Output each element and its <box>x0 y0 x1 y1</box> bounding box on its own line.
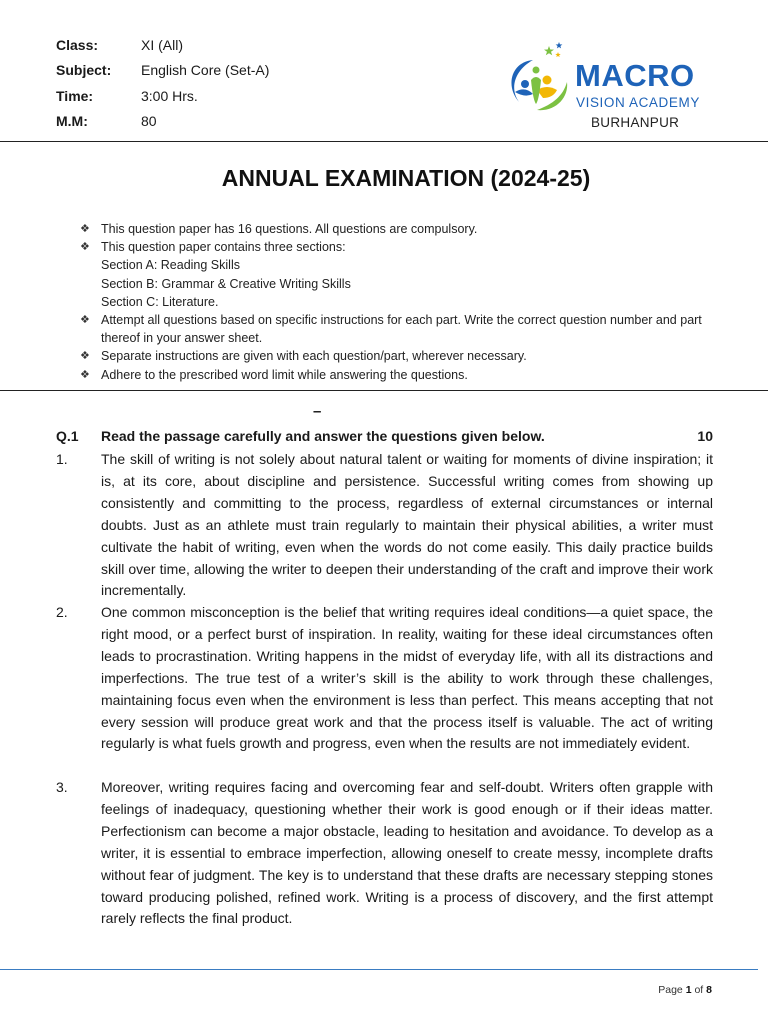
passage-paragraph <box>56 602 713 755</box>
passage-paragraph <box>56 449 713 602</box>
instruction-item <box>80 238 720 256</box>
page-word: Page <box>658 984 683 996</box>
question-number: Q.1 <box>56 428 79 444</box>
footer-divider <box>0 969 758 970</box>
logo-city: BURHANPUR <box>591 115 680 130</box>
meta-value: 3:00 Hrs. <box>141 87 198 104</box>
meta-value: 80 <box>141 113 157 130</box>
section-a-line: Section A: Reading Skills <box>101 258 240 273</box>
instruction-item <box>80 311 720 347</box>
diamond-bullet-icon: ❖ <box>80 223 90 235</box>
instruction-text: Attempt all questions based on specific instructions for each part. Write the correct question number and part thereof in your answer sheet. <box>101 313 702 346</box>
paragraph-number: 2. <box>56 604 68 620</box>
meta-max-marks <box>56 109 269 135</box>
meta-label: Subject: <box>56 62 112 79</box>
instruction-text: Separate instructions are given with each question/part, wherever necessary. <box>101 349 527 364</box>
academy-logo <box>503 40 708 132</box>
meta-class <box>56 32 269 58</box>
logo-subtitle: VISION ACADEMY <box>576 95 700 110</box>
section-dash: – <box>313 403 322 420</box>
instruction-item <box>80 347 720 365</box>
instruction-item <box>80 366 720 384</box>
question-prompt: Read the passage carefully and answer the questions given below. <box>101 428 545 444</box>
logo-brand-text: MACRO <box>575 58 695 93</box>
paragraph-text: The skill of writing is not solely about natural talent or waiting for moments of divine inspiration; it is, at its core, about discipline and persistence. Successful writing comes from showing up consistently and committing to the process, regardless of external circumstances or internal doubts. Just as an athlete must train regularly to maintain their physical abilities, a writer must cultivate the habit of writing, even when the words do not come easily. This daily practice builds skill over time, allowing the writer to deepen their understanding of the craft and improve their work incrementally. <box>101 451 713 599</box>
diamond-bullet-icon: ❖ <box>80 350 90 363</box>
general-instructions <box>80 220 720 384</box>
page-total: 8 <box>706 984 712 996</box>
diamond-bullet-icon: ❖ <box>80 368 90 381</box>
exam-meta <box>56 32 269 134</box>
page-current: 1 <box>685 984 692 996</box>
diamond-bullet-icon: ❖ <box>80 241 90 254</box>
academy-emblem-icon <box>503 40 571 118</box>
instruction-text: This question paper has 16 questions. All questions are compulsory. <box>101 222 478 236</box>
instruction-item <box>80 220 720 238</box>
paragraph-text: One common misconception is the belief that writing requires ideal conditions—a quiet space, the right mood, or a perfect burst of inspiration. In reality, waiting for these ideal circumstances often leads to procrastination. Writing happens in the midst of everyday life, with all its distractions and imperfections. The true test of a writer’s skill is the ability to work through these challenges, maintaining focus even when the environment is less than perfect. This means accepting that not every session will produce great work and that the process itself is valuable. The act of writing regularly is what fuels growth and progress, even when the results are not immediately evident. <box>101 604 713 752</box>
instruction-text: Adhere to the prescribed word limit while answering the questions. <box>101 367 468 382</box>
section-b-line: Section B: Grammar & Creative Writing Skills <box>101 276 351 291</box>
page-number <box>658 984 712 996</box>
of-word: of <box>694 984 704 996</box>
section-c-line: Section C: Literature. <box>101 294 219 309</box>
meta-label: M.M: <box>56 113 88 130</box>
paragraph-text: Moreover, writing requires facing and overcoming fear and self-doubt. Writers often grapple with feelings of inadequacy, questioning whether their work is good enough or if their ideas matter. Perfectionism can become a major obstacle, leading to hesitation and avoidance. To develop as a writer, it is essential to embrace imperfection, allowing oneself to create messy, incomplete drafts without fear of judgment. The key is to understand that these drafts are necessary stepping stones toward producing polished, refined work. Writing is a process of discovery, and the first attempt rarely reflects the final product. <box>101 779 713 927</box>
diamond-bullet-icon: ❖ <box>80 314 90 327</box>
meta-label: Time: <box>56 87 94 104</box>
question-marks: 10 <box>697 428 713 444</box>
meta-label: Class: <box>56 36 99 53</box>
meta-time <box>56 83 269 109</box>
meta-value: English Core (Set-A) <box>141 62 270 79</box>
exam-title: ANNUAL EXAMINATION (2024-25) <box>221 165 591 191</box>
passage-paragraph <box>56 777 713 930</box>
instruction-text: This question paper contains three sections: <box>101 240 346 255</box>
meta-subject <box>56 58 269 84</box>
header-divider <box>0 141 768 142</box>
paragraph-number: 1. <box>56 451 68 467</box>
paragraph-number: 3. <box>56 779 68 795</box>
instructions-divider <box>0 390 768 391</box>
meta-value: XI (All) <box>141 36 183 53</box>
